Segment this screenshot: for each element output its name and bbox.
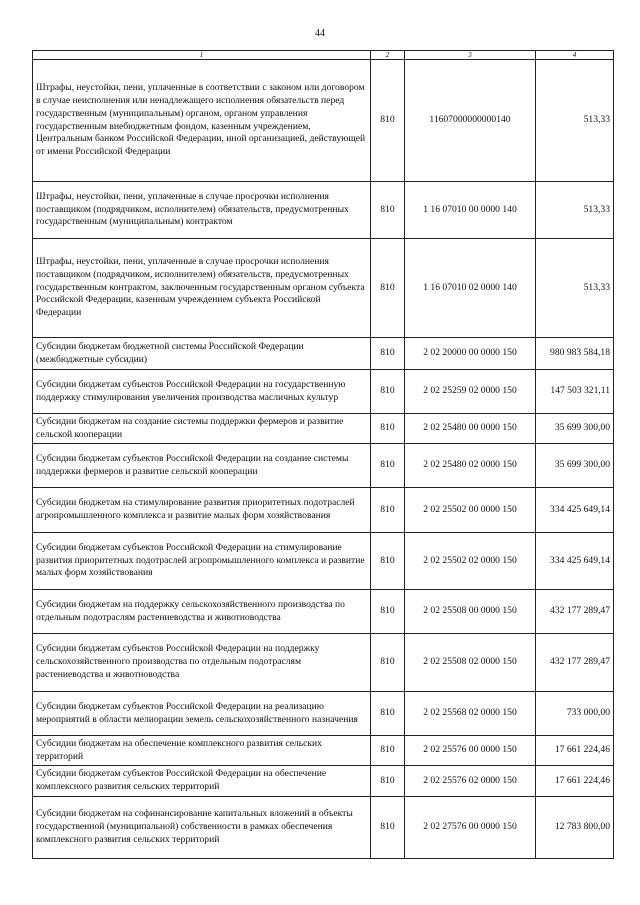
row-admin-code: 810 — [371, 736, 405, 766]
row-amount: 513,33 — [536, 182, 614, 239]
row-budget-code: 2 02 20000 00 0000 150 — [405, 338, 536, 370]
table-row — [33, 797, 614, 859]
row-budget-code: 1 16 07010 02 0000 140 — [405, 239, 536, 338]
table-row — [33, 488, 614, 533]
row-amount: 980 983 584,18 — [536, 338, 614, 370]
row-amount: 35 699 300,00 — [536, 444, 614, 488]
row-admin-code: 810 — [371, 766, 405, 797]
row-name: Штрафы, неустойки, пени, уплаченные в случае просрочки исполнения поставщиком (подрядчиком, исполнителем) обязательств, предусмотренных государственным контрактом, заключенным государственным органом субъекта Российской Федерации, казенным учреждением субъекта Российской Федерации — [33, 239, 371, 338]
row-budget-code: 2 02 25259 02 0000 150 — [405, 370, 536, 414]
row-amount: 733 000,00 — [536, 692, 614, 736]
table-row — [33, 766, 614, 797]
row-admin-code: 810 — [371, 488, 405, 533]
header-cell-2: 2 — [371, 51, 405, 60]
row-budget-code: 2 02 25502 00 0000 150 — [405, 488, 536, 533]
table-row — [33, 414, 614, 444]
row-name: Субсидии бюджетам на создание системы поддержки фермеров и развитие сельской кооперации — [33, 414, 371, 444]
table-row — [33, 692, 614, 736]
row-name: Субсидии бюджетам субъектов Российской Федерации на стимулирование развития приоритетных подотраслей агропромышленного комплекса и развитие малых форм хозяйствования — [33, 533, 371, 590]
row-amount: 432 177 289,47 — [536, 634, 614, 692]
row-name: Субсидии бюджетам субъектов Российской Федерации на обеспечение комплексного развития сельских территорий — [33, 766, 371, 797]
row-amount: 432 177 289,47 — [536, 590, 614, 634]
row-admin-code: 810 — [371, 338, 405, 370]
row-admin-code: 810 — [371, 60, 405, 182]
table-row — [33, 182, 614, 239]
row-name: Субсидии бюджетам на поддержку сельскохозяйственного производства по отдельным подотраслям растениеводства и животноводства — [33, 590, 371, 634]
table-row — [33, 60, 614, 182]
row-amount: 513,33 — [536, 60, 614, 182]
row-amount: 147 503 321,11 — [536, 370, 614, 414]
row-name: Штрафы, неустойки, пени, уплаченные в случае просрочки исполнения поставщиком (подрядчиком, исполнителем) обязательств, предусмотренных государственным (муниципальным) контрактом — [33, 182, 371, 239]
row-name: Субсидии бюджетам бюджетной системы Российской Федерации (межбюджетные субсидии) — [33, 338, 371, 370]
table-row — [33, 239, 614, 338]
row-amount: 35 699 300,00 — [536, 414, 614, 444]
header-cell-1: 1 — [33, 51, 371, 60]
row-name: Штрафы, неустойки, пени, уплаченные в соответствии с законом или договором в случае неисполнения или ненадлежащего исполнения обязательств перед государственным (муниципальным) органом, органом управления государственным внебюджетным фондом, казенным учреждением, Центральным банком Российской Федерации, иной организацией, действующей от имени Российской Федерации — [33, 60, 371, 182]
row-budget-code: 1 16 07010 00 0000 140 — [405, 182, 536, 239]
table-header-row — [33, 51, 614, 60]
row-admin-code: 810 — [371, 239, 405, 338]
row-amount: 334 425 649,14 — [536, 488, 614, 533]
budget-table — [32, 50, 614, 859]
table-row — [33, 533, 614, 590]
row-amount: 513,33 — [536, 239, 614, 338]
row-name: Субсидии бюджетам субъектов Российской Федерации на создание системы поддержки фермеров и развитие сельской кооперации — [33, 444, 371, 488]
row-budget-code: 2 02 25480 00 0000 150 — [405, 414, 536, 444]
row-amount: 17 661 224,46 — [536, 766, 614, 797]
table-row — [33, 736, 614, 766]
row-budget-code: 2 02 25508 00 0000 150 — [405, 590, 536, 634]
table-row — [33, 590, 614, 634]
row-amount: 334 425 649,14 — [536, 533, 614, 590]
row-amount: 12 783 800,00 — [536, 797, 614, 859]
header-cell-3: 3 — [405, 51, 536, 60]
row-budget-code: 2 02 25480 02 0000 150 — [405, 444, 536, 488]
row-admin-code: 810 — [371, 634, 405, 692]
row-name: Субсидии бюджетам на обеспечение комплексного развития сельских территорий — [33, 736, 371, 766]
row-admin-code: 810 — [371, 182, 405, 239]
table-row — [33, 338, 614, 370]
row-budget-code: 2 02 25502 02 0000 150 — [405, 533, 536, 590]
row-budget-code: 11607000000000140 — [405, 60, 536, 182]
row-admin-code: 810 — [371, 590, 405, 634]
row-amount: 17 661 224,46 — [536, 736, 614, 766]
page-number: 44 — [315, 28, 325, 39]
row-name: Субсидии бюджетам субъектов Российской Федерации на поддержку сельскохозяйственного производства по отдельным подотраслям растениеводства и животноводства — [33, 634, 371, 692]
row-budget-code: 2 02 25576 00 0000 150 — [405, 736, 536, 766]
row-admin-code: 810 — [371, 692, 405, 736]
row-budget-code: 2 02 25568 02 0000 150 — [405, 692, 536, 736]
table-row — [33, 634, 614, 692]
row-admin-code: 810 — [371, 444, 405, 488]
row-admin-code: 810 — [371, 414, 405, 444]
table-row — [33, 444, 614, 488]
row-budget-code: 2 02 25508 02 0000 150 — [405, 634, 536, 692]
row-admin-code: 810 — [371, 370, 405, 414]
row-admin-code: 810 — [371, 797, 405, 859]
row-admin-code: 810 — [371, 533, 405, 590]
row-name: Субсидии бюджетам на стимулирование развития приоритетных подотраслей агропромышленного комплекса и развитие малых форм хозяйствования — [33, 488, 371, 533]
row-budget-code: 2 02 25576 02 0000 150 — [405, 766, 536, 797]
row-name: Субсидии бюджетам субъектов Российской Федерации на реализацию мероприятий в области мелиорации земель сельскохозяйственного назначения — [33, 692, 371, 736]
header-cell-4: 4 — [536, 51, 614, 60]
row-budget-code: 2 02 27576 00 0000 150 — [405, 797, 536, 859]
table-row — [33, 370, 614, 414]
row-name: Субсидии бюджетам субъектов Российской Федерации на государственную поддержку стимулирования увеличения производства масличных культур — [33, 370, 371, 414]
row-name: Субсидии бюджетам на софинансирование капитальных вложений в объекты государственной (муниципальной) собственности в рамках обеспечения комплексного развития сельских территорий — [33, 797, 371, 859]
